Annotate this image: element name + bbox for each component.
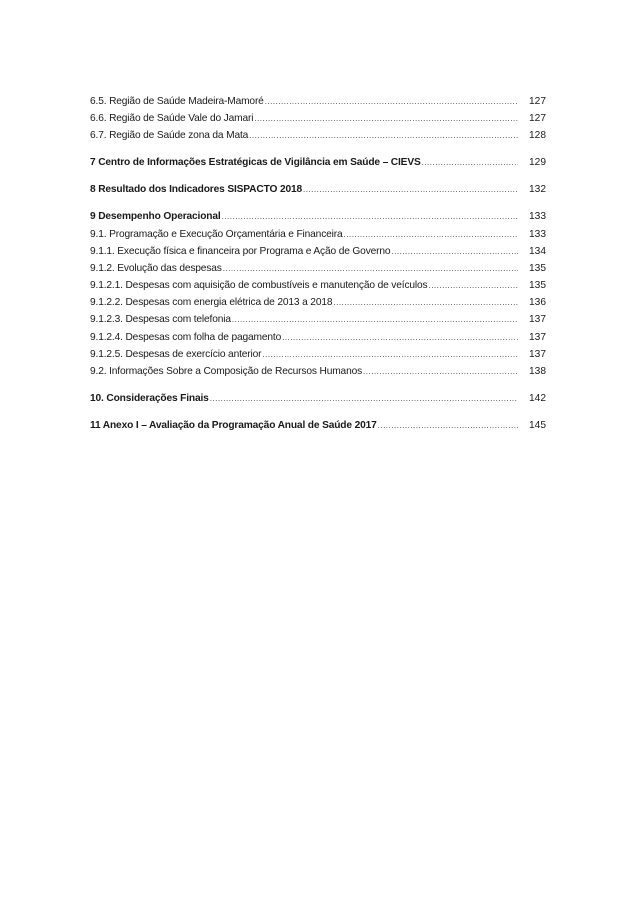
toc-page-number: 132 <box>529 184 546 196</box>
toc-entry <box>90 390 546 407</box>
toc-entry-title: 9.1. Programação e Execução Orçamentária e Financeira <box>90 228 343 240</box>
toc-entry <box>90 311 546 328</box>
toc-entry-main <box>90 294 518 311</box>
toc-entry-title: 6.6. Região de Saúde Vale do Jamari <box>90 113 254 125</box>
toc-entry-main <box>90 243 518 260</box>
toc-dot-leader <box>254 110 518 127</box>
toc-dot-leader <box>282 329 518 346</box>
toc-entry-main <box>90 390 518 407</box>
toc-dot-leader <box>262 346 518 363</box>
toc-entry <box>90 363 546 380</box>
toc-entry-title: 9.1.2. Evolução das despesas <box>90 262 222 274</box>
toc-entry-main <box>90 208 518 225</box>
toc-entry-title: 7 Centro de Informações Estratégicas de Vigilância em Saúde – CIEVS <box>90 157 421 169</box>
toc-entry-main <box>90 277 518 294</box>
toc-dot-leader <box>303 181 518 198</box>
toc-entry-title: 10. Considerações Finais <box>90 393 209 404</box>
toc-entry-main <box>90 154 518 171</box>
toc-entry-title: 9.1.2.3. Despesas com telefonia <box>90 314 231 326</box>
toc-entry-main <box>90 110 518 127</box>
toc-entry <box>90 154 546 171</box>
toc-page-number: 138 <box>529 366 546 378</box>
toc-entry-main <box>90 93 518 110</box>
toc-page-number: 136 <box>529 297 546 309</box>
toc-entry-title: 6.7. Região de Saúde zona da Mata <box>90 130 249 142</box>
toc-page-number: 129 <box>529 157 546 169</box>
toc-dot-leader <box>265 93 518 110</box>
toc-entry <box>90 329 546 346</box>
toc-entry-title: 9.1.2.2. Despesas com energia elétrica de 2013 a 2018 <box>90 297 333 309</box>
toc-entry-title: 8 Resultado dos Indicadores SISPACTO 2018 <box>90 184 303 196</box>
toc-page-number: 137 <box>529 331 546 343</box>
toc-page-number: 137 <box>529 314 546 326</box>
toc-dot-leader <box>344 226 518 243</box>
toc-entry-main <box>90 311 518 328</box>
toc-entry <box>90 208 546 225</box>
toc-page-number: 133 <box>529 211 546 223</box>
toc-dot-leader <box>333 294 518 311</box>
table-of-contents <box>90 93 546 434</box>
toc-dot-leader <box>232 311 518 328</box>
toc-page-number: 135 <box>529 262 546 274</box>
toc-entry-main <box>90 127 518 144</box>
toc-entry-title: 9.1.1. Execução física e financeira por Programa e Ação de Governo <box>90 245 391 257</box>
toc-entry <box>90 243 546 260</box>
toc-entry-title: 6.5. Região de Saúde Madeira-Mamoré <box>90 96 264 107</box>
toc-entry <box>90 110 546 127</box>
toc-page-number: 134 <box>529 245 546 257</box>
toc-entry <box>90 294 546 311</box>
toc-dot-leader <box>363 363 518 380</box>
toc-entry-title: 9 Desempenho Operacional <box>90 211 221 223</box>
toc-page-number: 142 <box>529 393 546 404</box>
toc-dot-leader <box>428 277 518 294</box>
toc-entry <box>90 181 546 198</box>
toc-dot-leader <box>249 127 518 144</box>
toc-entry-main <box>90 417 518 434</box>
toc-entry-main <box>90 363 518 380</box>
toc-entry-main <box>90 329 518 346</box>
toc-entry <box>90 277 546 294</box>
toc-page-number: 145 <box>529 419 546 431</box>
toc-entry-title: 9.2. Informações Sobre a Composição de Recursos Humanos <box>90 366 363 378</box>
toc-entry-main <box>90 346 518 363</box>
toc-page-number: 135 <box>529 280 546 292</box>
toc-entry-title: 9.1.2.4. Despesas com folha de pagamento <box>90 331 282 343</box>
toc-page-number: 128 <box>529 130 546 142</box>
toc-entry <box>90 346 546 363</box>
toc-entry-main <box>90 260 518 277</box>
toc-entry <box>90 417 546 434</box>
toc-dot-leader <box>222 208 518 225</box>
toc-page-number: 127 <box>529 113 546 125</box>
toc-dot-leader <box>223 260 518 277</box>
toc-page-number: 127 <box>529 96 546 107</box>
toc-page-number: 133 <box>529 228 546 240</box>
toc-entry <box>90 226 546 243</box>
toc-entry-main <box>90 181 518 198</box>
toc-dot-leader <box>210 390 518 407</box>
toc-page-number: 137 <box>529 348 546 360</box>
toc-entry-title: 9.1.2.1. Despesas com aquisição de combustíveis e manutenção de veículos <box>90 280 428 292</box>
toc-dot-leader <box>378 417 518 434</box>
toc-entry <box>90 260 546 277</box>
toc-entry-title: 11 Anexo I – Avaliação da Programação Anual de Saúde 2017 <box>90 419 377 431</box>
toc-entry-main <box>90 226 518 243</box>
toc-entry-title: 9.1.2.5. Despesas de exercício anterior <box>90 348 262 360</box>
toc-entry <box>90 127 546 144</box>
toc-dot-leader <box>391 243 518 260</box>
toc-dot-leader <box>422 154 518 171</box>
toc-entry <box>90 93 546 110</box>
